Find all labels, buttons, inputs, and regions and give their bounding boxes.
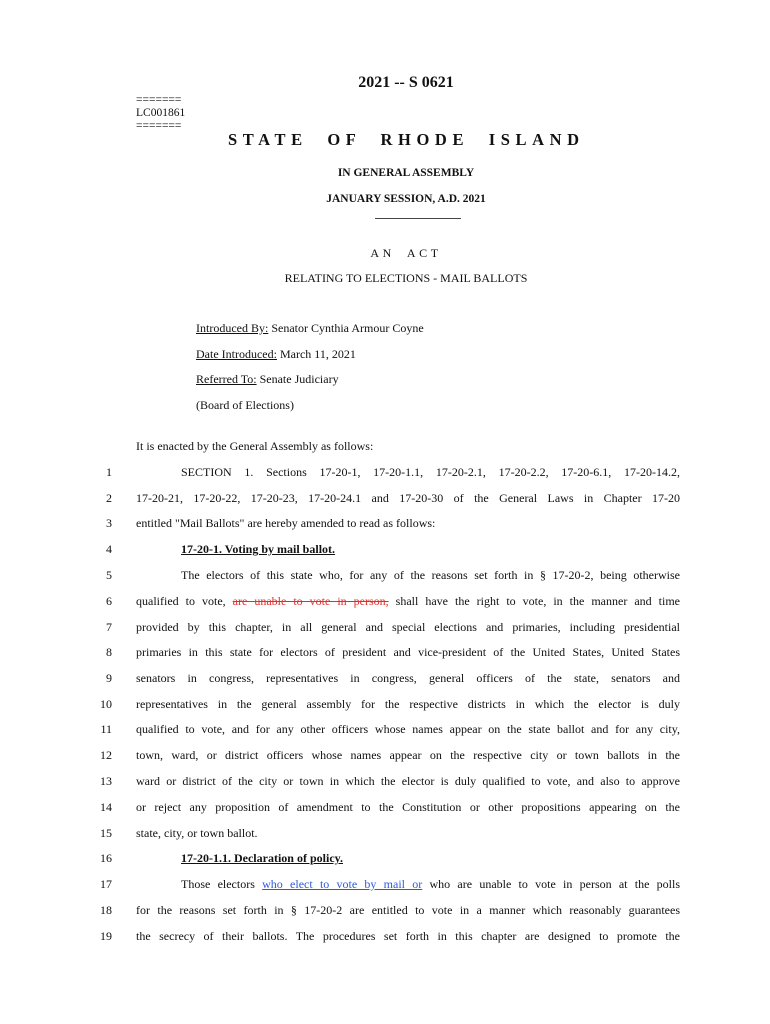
line-number: 17 xyxy=(100,877,112,891)
bill-text-line: state, city, or town ballot. xyxy=(136,826,258,840)
text-run: Those electors xyxy=(181,877,263,891)
line-number: 10 xyxy=(100,697,112,711)
bill-text-line: provided by this chapter, in all general and special elections and primaries, including presidential xyxy=(136,620,680,634)
referred-to xyxy=(196,372,339,387)
act-heading: AN ACT xyxy=(370,246,442,260)
line-number: 14 xyxy=(100,800,112,814)
line-number: 11 xyxy=(100,722,112,736)
section-heading: 17-20-1. Voting by mail ballot. xyxy=(181,542,336,556)
lc-code: LC001861 xyxy=(136,107,186,119)
bill-text-line: The electors of this state who, for any of the reasons set forth in § 17-20-2, being otherwise xyxy=(181,568,680,582)
bill-number: 2021 -- S 0621 xyxy=(358,74,454,91)
bill-text-line: senators in congress, representatives in congress, general officers of the state, senators and xyxy=(136,671,680,685)
line-number: 5 xyxy=(106,568,112,582)
line-number: 7 xyxy=(106,620,112,634)
bill-text-line: 17-20-21, 17-20-22, 17-20-23, 17-20-24.1 and 17-20-30 of the General Laws in Chapter 17-20 xyxy=(136,491,680,505)
line-number: 12 xyxy=(100,748,112,762)
session-rule xyxy=(375,218,461,219)
line-number: 1 xyxy=(106,465,112,479)
line-number: 9 xyxy=(106,671,112,685)
bill-text-line: primaries in this state for electors of president and vice-president of the United States, United States xyxy=(136,645,680,659)
bill-text-line xyxy=(136,851,680,866)
bill-text-line: entitled "Mail Ballots" are hereby amended to read as follows: xyxy=(136,516,436,530)
inserted-text: who elect to vote by mail or xyxy=(262,877,423,891)
text-run: shall have the right to vote, in the manner and time xyxy=(388,594,680,608)
bill-text-line: the secrecy of their ballots. The procedures set forth in this chapter are designed to promote the xyxy=(136,929,680,943)
date-introduced xyxy=(196,347,356,362)
lc-separator-bottom: ======= xyxy=(136,120,182,132)
state-title: STATE OF RHODE ISLAND xyxy=(228,130,585,149)
line-number: 3 xyxy=(106,516,112,530)
bill-text-line xyxy=(136,877,680,892)
date-introduced-value: March 11, 2021 xyxy=(276,347,356,361)
bill-text-line xyxy=(136,594,680,609)
referred-to-label: Referred To: xyxy=(196,372,257,386)
text-run: who are unable to vote in person at the polls xyxy=(422,877,681,891)
text-run: qualified to vote, xyxy=(136,594,233,608)
bill-text-line: qualified to vote, and for any other officers whose names appear on the state ballot and for any city, xyxy=(136,722,680,736)
bill-text-line: ward or district of the city or town in which the elector is duly qualified to vote, and also to approve xyxy=(136,774,680,788)
introduced-by-label: Introduced By: xyxy=(196,321,269,335)
act-title: RELATING TO ELECTIONS - MAIL BALLOTS xyxy=(284,271,528,285)
line-number: 4 xyxy=(106,542,112,556)
bill-text-line: for the reasons set forth in § 17-20-2 are entitled to vote in a manner which reasonably guarantees xyxy=(136,903,680,917)
session-heading: JANUARY SESSION, A.D. 2021 xyxy=(326,193,486,205)
referred-to-value: Senate Judiciary xyxy=(256,372,339,386)
line-number: 13 xyxy=(100,774,112,788)
line-number: 18 xyxy=(100,903,112,917)
struck-text: are unable to vote in person, xyxy=(232,594,389,608)
line-number: 6 xyxy=(106,594,112,608)
assembly-heading: IN GENERAL ASSEMBLY xyxy=(337,167,475,179)
bill-text-line: SECTION 1. Sections 17-20-1, 17-20-1.1, 17-20-2.1, 17-20-2.2, 17-20-6.1, 17-20-14.2, xyxy=(181,465,680,479)
lc-separator-top: ======= xyxy=(136,94,182,106)
line-number: 16 xyxy=(100,851,112,865)
board-of-elections: (Board of Elections) xyxy=(196,398,294,412)
bill-text-line: town, ward, or district officers whose names appear on the respective city or town ballots in the xyxy=(136,748,680,762)
introduced-by xyxy=(196,321,424,336)
lc-block xyxy=(136,94,185,133)
bill-text-line xyxy=(136,542,680,557)
bill-text-line: or reject any proposition of amendment to the Constitution or other propositions appearing on the xyxy=(136,800,680,814)
line-number: 8 xyxy=(106,645,112,659)
enacting-clause: It is enacted by the General Assembly as follows: xyxy=(136,439,374,453)
date-introduced-label: Date Introduced: xyxy=(196,347,277,361)
introduced-by-value: Senator Cynthia Armour Coyne xyxy=(268,321,424,335)
bill-text-line: representatives in the general assembly for the respective districts in which the elector is duly xyxy=(136,697,680,711)
section-heading: 17-20-1.1. Declaration of policy. xyxy=(181,851,343,865)
line-number: 19 xyxy=(100,929,112,943)
line-number: 2 xyxy=(106,491,112,505)
line-number: 15 xyxy=(100,826,112,840)
